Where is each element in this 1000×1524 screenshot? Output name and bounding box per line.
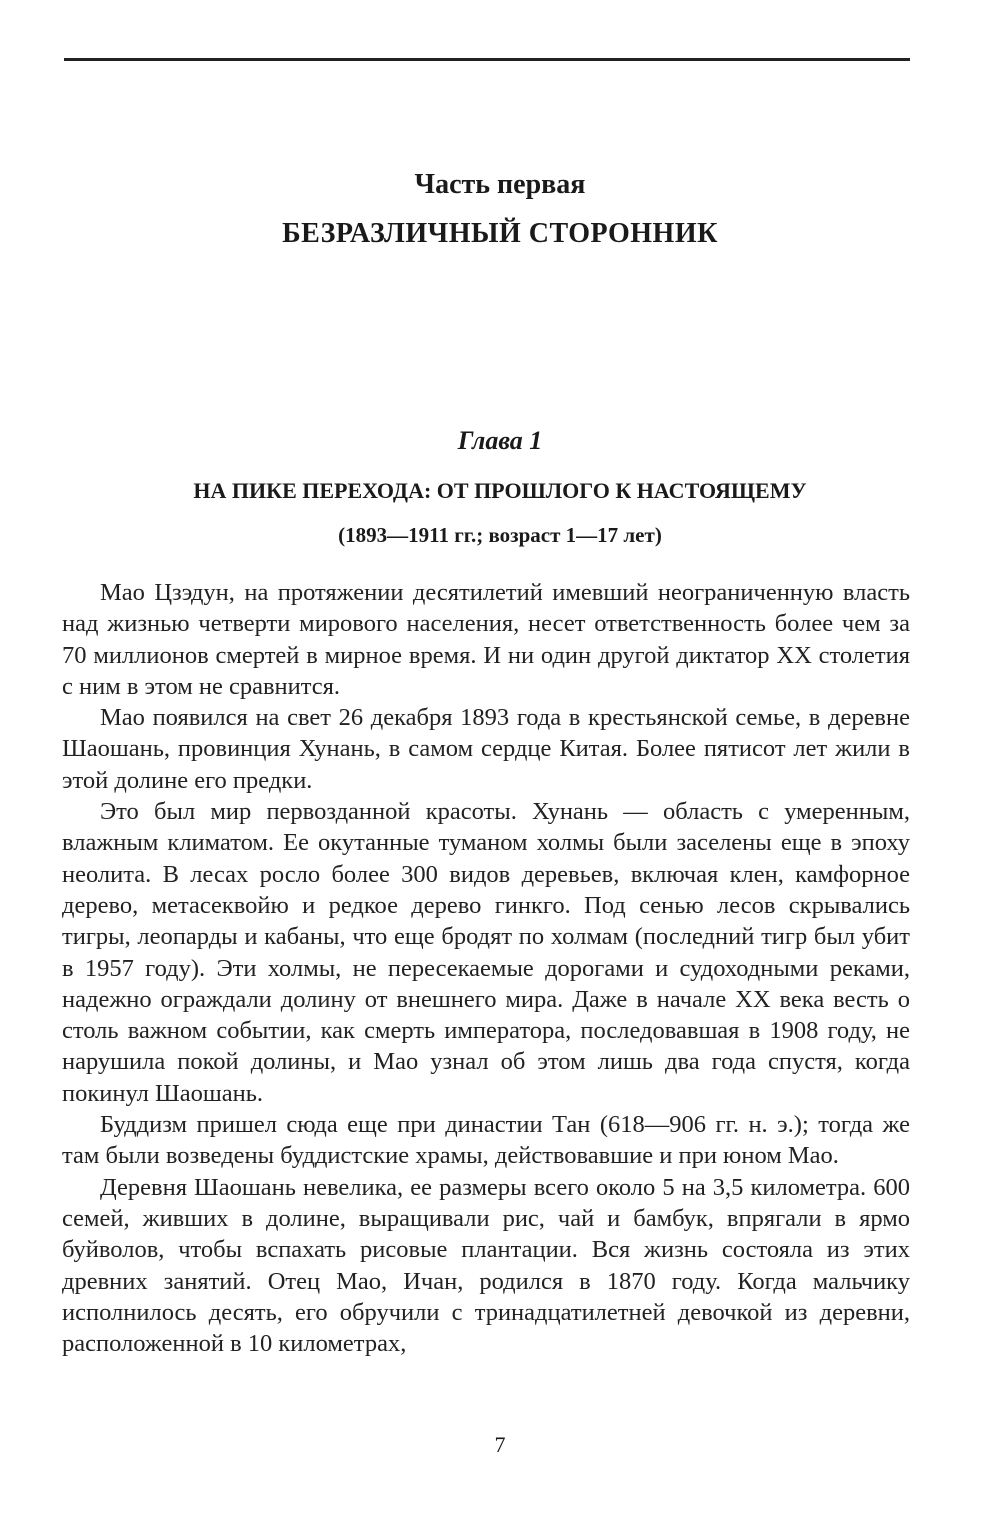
paragraph: Буддизм пришел сюда еще при династии Тан (618—906 гг. н. э.); тогда же там были возведены буддистские храмы, действовавшие и при юном Мао. xyxy=(62,1111,910,1170)
paragraph: Деревня Шаошань невелика, ее размеры всего около 5 на 3,5 километра. 600 семей, живших в долине, выращивали рис, чай и бамбук, впрягали в ярмо буйволов, чтобы вспахать рисовые плантации. Вся жизнь состояла из этих древних занятий. Отец Мао, Ичан, родился в 1870 году. Когда мальчику исполнилось десять, его обручили с тринадцатилетней девочкой из деревни, расположенной в 10 километрах, xyxy=(62,1173,910,1358)
paragraph: Мао появился на свет 26 декабря 1893 года в крестьянской семье, в деревне Шаошань, провинция Хунань, в самом сердце Китая. Более пятисот лет жили в этой долине его предки. xyxy=(62,704,910,794)
part-title: БЕЗРАЗЛИЧНЫЙ СТОРОННИК xyxy=(282,218,718,249)
body-text xyxy=(62,577,910,1359)
top-rule xyxy=(64,58,910,61)
paragraph: Мао Цзэдун, на протяжении десятилетий имевший неограниченную власть над жизнью четверти мирового населения, несет ответственность более чем за 70 миллионов смертей в мирное время. И ни один другой диктатор XX столетия с ним в этом не сравнится. xyxy=(62,579,910,700)
chapter-subtitle: (1893—1911 гг.; возраст 1—17 лет) xyxy=(338,523,662,547)
chapter-label: Глава 1 xyxy=(457,426,543,455)
paragraph: Это был мир первозданной красоты. Хунань — область с умеренным, влажным климатом. Ее окутанные туманом холмы были заселены еще в эпоху неолита. В лесах росло более 300 видов деревьев, включая клен, камфорное дерево, метасеквойю и редкое дерево гинкго. Под сенью лесов скрывались тигры, леопарды и кабаны, что еще бродят по холмам (последний тигр был убит в 1957 году). Эти холмы, не пересекаемые дорогами и судоходными реками, надежно ограждали долину от внешнего мира. Даже в начале XX века весть о столь важном событии, как смерть императора, последовавшая в 1908 году, не нарушила покой долины, и Мао узнал об этом лишь два года спустя, когда покинул Шаошань. xyxy=(62,798,910,1107)
part-label: Часть первая xyxy=(414,169,586,200)
chapter-title: НА ПИКЕ ПЕРЕХОДА: ОТ ПРОШЛОГО К НАСТОЯЩЕМУ xyxy=(193,478,807,503)
page-number: 7 xyxy=(494,1432,506,1457)
